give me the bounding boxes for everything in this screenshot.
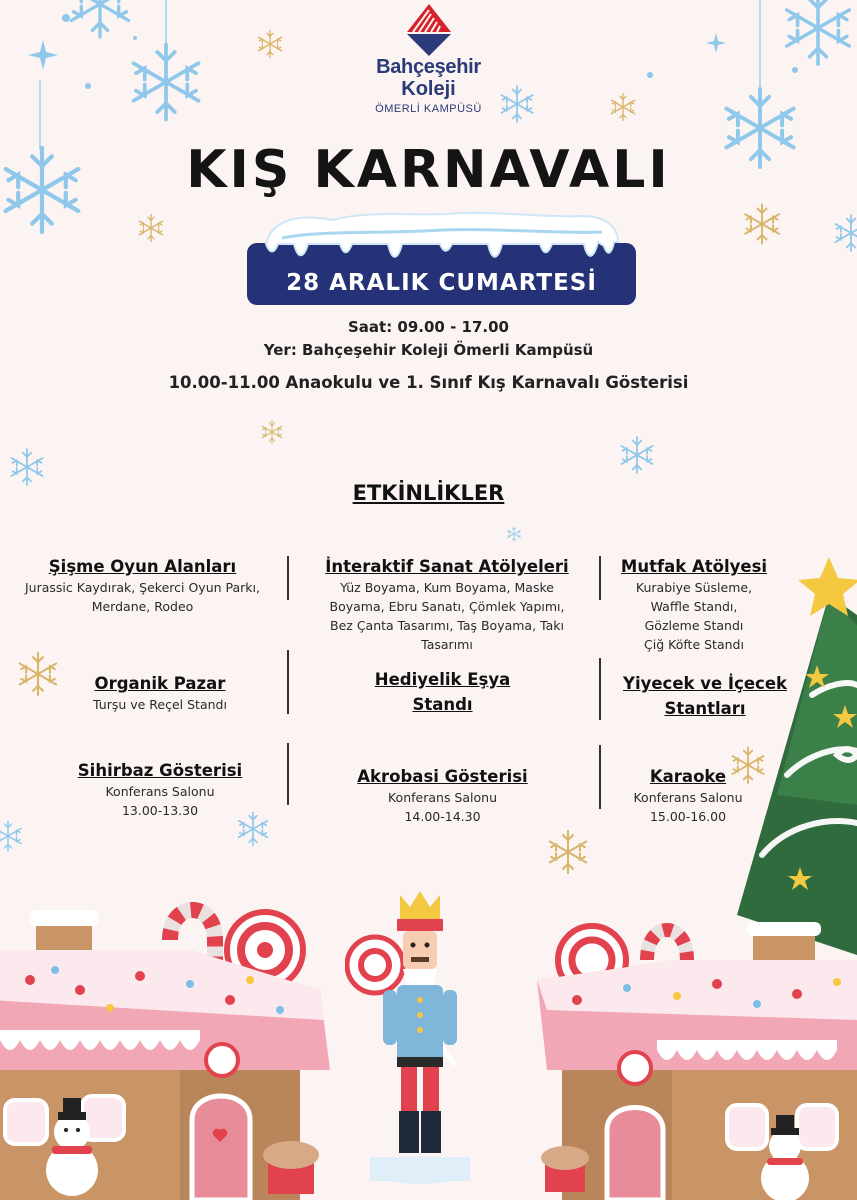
nutcracker <box>345 885 475 1195</box>
activity-desc: Yüz Boyama, Kum Boyama, Maske <box>340 580 554 595</box>
activity-title-line1: Yiyecek ve İçecek <box>623 674 787 693</box>
activity-desc: Tasarımı <box>421 637 473 652</box>
activity-desc: Çiğ Köfte Standı <box>644 637 744 652</box>
activity-title: Sihirbaz Gösterisi <box>77 761 243 780</box>
activity-desc: Konferans Salonu <box>105 784 215 799</box>
brand-name-line1: Bahçeşehir <box>376 56 481 78</box>
school-logo <box>0 4 857 118</box>
gingerbread-house-left <box>0 880 360 1200</box>
activity-magic-show <box>15 760 305 820</box>
activity-title: Organik Pazar <box>94 674 226 693</box>
event-time: Saat: 09.00 - 17.00 <box>347 318 509 336</box>
page-title: KIŞ KARNAVALI <box>186 140 671 200</box>
activity-desc: Boyama, Ebru Sanatı, Çömlek Yapımı, <box>329 599 565 614</box>
activity-title: Karaoke <box>649 767 727 786</box>
activity-title: Şişme Oyun Alanları <box>48 557 237 576</box>
snow-cap-decoration <box>262 208 622 268</box>
activity-acrobat-show <box>290 766 595 826</box>
activity-art-workshops <box>300 556 594 654</box>
activity-gift-stand <box>290 669 595 716</box>
activities-heading: ETKİNLİKLER <box>352 481 505 505</box>
activity-title: Akrobasi Gösterisi <box>357 767 528 786</box>
activity-organic-market <box>15 673 305 714</box>
divider <box>599 658 601 720</box>
campus-name: ÖMERLİ KAMPÜSÜ <box>375 103 482 115</box>
brand-name-line2: Koleji <box>401 78 456 100</box>
christmas-tree <box>717 555 857 955</box>
activity-desc: 13.00-13.30 <box>121 803 199 818</box>
activity-desc: 15.00-16.00 <box>649 809 727 824</box>
activity-desc: 14.00-14.30 <box>404 809 481 824</box>
divider <box>599 556 601 600</box>
event-date: 28 ARALIK CUMARTESİ <box>286 270 597 296</box>
divider <box>599 745 601 809</box>
divider <box>287 556 289 600</box>
gingerbread-house-right <box>537 900 857 1200</box>
logo-emblem-icon <box>407 4 451 56</box>
activity-title: Mutfak Atölyesi <box>620 557 768 576</box>
activity-title-line1: Hediyelik Eşya <box>374 670 511 689</box>
activity-inflatable <box>0 556 285 616</box>
activity-desc: Bez Çanta Tasarımı, Taş Boyama, Takı <box>330 618 564 633</box>
activity-desc: Gözleme Standı <box>644 618 744 633</box>
divider <box>287 650 289 714</box>
activity-desc: Jurassic Kaydırak, Şekerci Oyun Parkı, <box>25 580 260 595</box>
activity-title-line2: Standı <box>412 695 473 714</box>
divider <box>287 743 289 805</box>
event-place: Yer: Bahçeşehir Koleji Ömerli Kampüsü <box>263 341 594 359</box>
activity-desc: Konferans Salonu <box>387 790 497 805</box>
activity-desc: Kurabiye Süsleme, <box>635 580 753 595</box>
activity-desc: Konferans Salonu <box>633 790 743 805</box>
activity-desc: Merdane, Rodeo <box>91 599 194 614</box>
activity-desc: Waffle Standı, <box>650 599 738 614</box>
activity-desc: Turşu ve Reçel Standı <box>93 697 227 712</box>
activity-title-line2: Stantları <box>664 699 746 718</box>
activity-title: İnteraktif Sanat Atölyeleri <box>325 557 569 576</box>
show-schedule: 10.00-11.00 Anaokulu ve 1. Sınıf Kış Karnavalı Gösterisi <box>168 373 689 392</box>
